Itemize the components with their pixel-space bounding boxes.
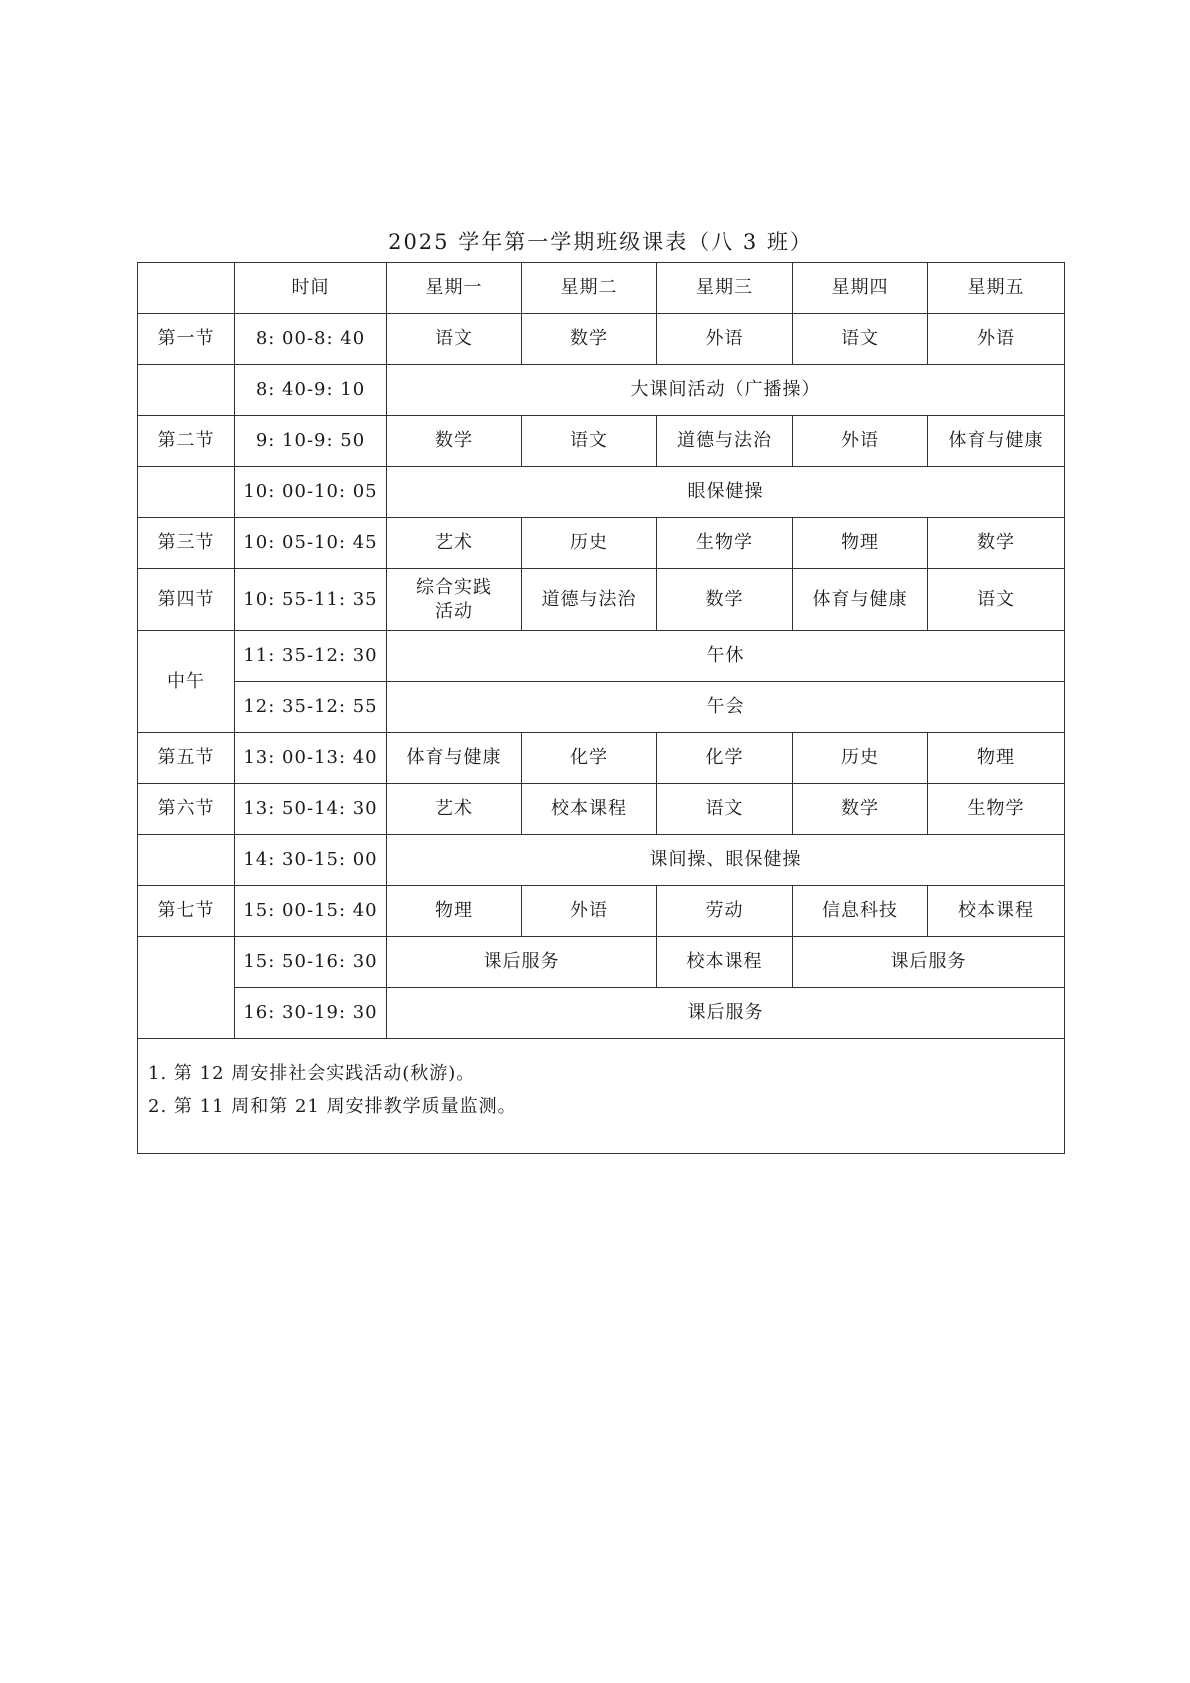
period-4-row [138, 569, 1065, 631]
lesson-cell: 物理 [387, 886, 522, 937]
period-time: 16: 30-19: 30 [235, 988, 387, 1039]
period-label-empty [138, 467, 235, 518]
after-school-row-2 [138, 988, 1065, 1039]
page-title: 2025 学年第一学期班级课表（八 3 班） [388, 230, 813, 254]
lesson-cell: 体育与健康 [387, 733, 522, 784]
period-time: 8: 00-8: 40 [235, 314, 387, 365]
header-wednesday: 星期三 [657, 263, 793, 314]
lesson-cell: 劳动 [657, 886, 793, 937]
period-label: 中午 [138, 631, 235, 733]
lesson-cell: 外语 [657, 314, 793, 365]
activity-cell: 午休 [387, 631, 1065, 682]
lesson-cell: 语文 [928, 569, 1065, 631]
activity-cell: 课间操、眼保健操 [387, 835, 1065, 886]
break-3-row [138, 835, 1065, 886]
header-time: 时间 [235, 263, 387, 314]
lesson-cell: 物理 [793, 518, 928, 569]
period-label: 第五节 [138, 733, 235, 784]
lesson-cell: 数学 [928, 518, 1065, 569]
lesson-cell: 语文 [522, 416, 657, 467]
lesson-cell: 道德与法治 [522, 569, 657, 631]
period-6-row [138, 784, 1065, 835]
lesson-cell: 综合实践 活动 [387, 569, 522, 631]
period-5-row [138, 733, 1065, 784]
lesson-cell: 外语 [793, 416, 928, 467]
period-time: 15: 00-15: 40 [235, 886, 387, 937]
lesson-cell: 体育与健康 [928, 416, 1065, 467]
header-monday: 星期一 [387, 263, 522, 314]
note-item: 1. 第 12 周安排社会实践活动(秋游)。 [148, 1063, 476, 1084]
lesson-cell: 外语 [928, 314, 1065, 365]
noon-nap-row [138, 631, 1065, 682]
lesson-cell: 历史 [793, 733, 928, 784]
period-time: 10: 05-10: 45 [235, 518, 387, 569]
activity-cell: 眼保健操 [387, 467, 1065, 518]
break-2-row [138, 467, 1065, 518]
period-time: 9: 10-9: 50 [235, 416, 387, 467]
period-time: 15: 50-16: 30 [235, 937, 387, 988]
lesson-cell: 校本课程 [657, 937, 793, 988]
period-label: 第七节 [138, 886, 235, 937]
period-label: 第二节 [138, 416, 235, 467]
lesson-cell: 语文 [657, 784, 793, 835]
after-school-row-1 [138, 937, 1065, 988]
lesson-cell: 数学 [522, 314, 657, 365]
period-time: 11: 35-12: 30 [235, 631, 387, 682]
period-3-row [138, 518, 1065, 569]
activity-cell: 大课间活动（广播操） [387, 365, 1065, 416]
period-time: 13: 50-14: 30 [235, 784, 387, 835]
break-1-row [138, 365, 1065, 416]
period-label: 第三节 [138, 518, 235, 569]
period-time: 10: 00-10: 05 [235, 467, 387, 518]
lesson-cell: 校本课程 [522, 784, 657, 835]
activity-cell: 午会 [387, 682, 1065, 733]
period-time: 8: 40-9: 10 [235, 365, 387, 416]
lesson-cell: 历史 [522, 518, 657, 569]
lesson-cell: 生物学 [928, 784, 1065, 835]
lesson-cell: 语文 [793, 314, 928, 365]
header-thursday: 星期四 [793, 263, 928, 314]
lesson-cell: 数学 [657, 569, 793, 631]
activity-cell: 课后服务 [387, 988, 1065, 1039]
period-time: 10: 55-11: 35 [235, 569, 387, 631]
period-label-empty [138, 937, 235, 1039]
notes-cell [138, 1039, 1065, 1154]
lesson-cell: 生物学 [657, 518, 793, 569]
period-7-row [138, 886, 1065, 937]
lesson-cell: 物理 [928, 733, 1065, 784]
period-label: 第一节 [138, 314, 235, 365]
lesson-cell: 校本课程 [928, 886, 1065, 937]
header-tuesday: 星期二 [522, 263, 657, 314]
period-label: 第六节 [138, 784, 235, 835]
lesson-cell: 道德与法治 [657, 416, 793, 467]
header-corner-cell [138, 263, 235, 314]
period-2-row [138, 416, 1065, 467]
header-row [138, 263, 1065, 314]
lesson-cell: 艺术 [387, 784, 522, 835]
period-label: 第四节 [138, 569, 235, 631]
lesson-cell: 外语 [522, 886, 657, 937]
period-time: 13: 00-13: 40 [235, 733, 387, 784]
period-time: 12: 35-12: 55 [235, 682, 387, 733]
lesson-cell: 数学 [793, 784, 928, 835]
notes-row [138, 1039, 1065, 1154]
period-time: 14: 30-15: 00 [235, 835, 387, 886]
lesson-cell: 语文 [387, 314, 522, 365]
lesson-cell: 体育与健康 [793, 569, 928, 631]
lesson-cell: 信息科技 [793, 886, 928, 937]
timetable [137, 262, 1065, 1154]
lesson-cell: 艺术 [387, 518, 522, 569]
lesson-cell: 化学 [522, 733, 657, 784]
lesson-cell: 化学 [657, 733, 793, 784]
period-label-empty [138, 365, 235, 416]
lesson-cell: 数学 [387, 416, 522, 467]
header-friday: 星期五 [928, 263, 1065, 314]
period-1-row [138, 314, 1065, 365]
noon-meeting-row [138, 682, 1065, 733]
period-label-empty [138, 835, 235, 886]
activity-cell: 课后服务 [387, 937, 657, 988]
note-item: 2. 第 11 周和第 21 周安排教学质量监测。 [148, 1096, 517, 1117]
activity-cell: 课后服务 [793, 937, 1065, 988]
